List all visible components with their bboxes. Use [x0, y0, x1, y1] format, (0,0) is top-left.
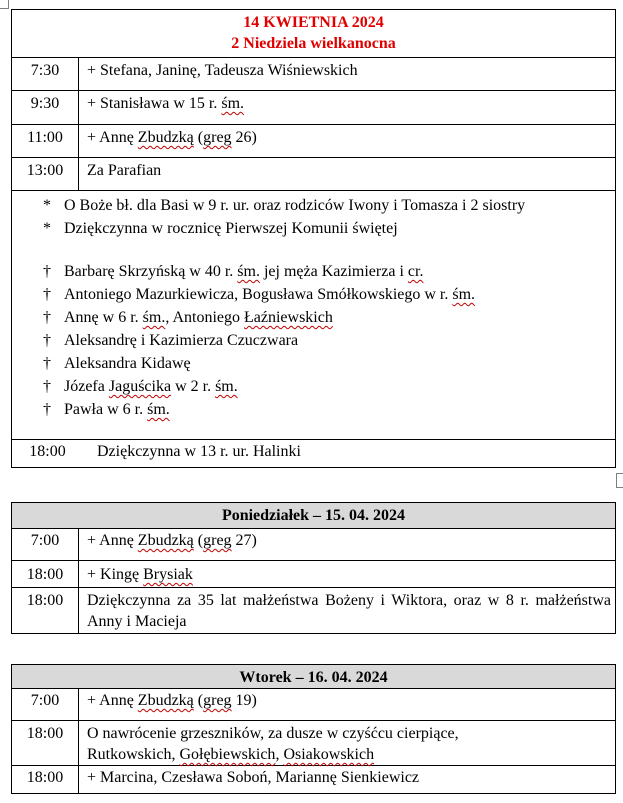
list-item-text: Dziękczynna w rocznicę Pierwszej Komunii świętej: [64, 220, 398, 237]
mass-intention: + Stefana, Janinę, Tadeusza Wiśniewskich: [79, 58, 616, 91]
sunday-date: 14 KWIETNIA 2024: [243, 14, 384, 31]
cross-marker: †: [43, 263, 51, 280]
monday-header: Poniedziałek – 15. 04. 2024: [12, 503, 616, 529]
mass-intention: + Kingę Brysiak: [79, 561, 616, 588]
evening-mass-cell: [12, 440, 616, 468]
list-item-text: Aleksandrę i Kazimierza Czuczwara: [64, 332, 299, 349]
cross-marker: †: [43, 355, 51, 372]
mass-time: 9:30: [12, 91, 79, 125]
tuesday-header: Wtorek – 16. 04. 2024: [12, 665, 616, 689]
list-item: [12, 260, 615, 283]
cross-marker: †: [43, 378, 51, 395]
mass-intention: + Annę Zbudzką (greg 27): [79, 529, 616, 561]
list-item-text: Józefa Jaguścika w 2 r. śm.: [64, 378, 238, 395]
list-item: [12, 352, 615, 375]
list-item: [12, 306, 615, 329]
mass-intention: O nawrócenie grzeszników, za dusze w czyśćcu cierpiące, Rutkowskich, Gołębiewskich, Osiakowskich: [79, 721, 616, 766]
mass-row: [12, 766, 616, 794]
list-item: [12, 375, 615, 398]
list-item-text: Pawła w 6 r. śm.: [64, 401, 170, 418]
cross-marker: †: [43, 309, 51, 326]
list-item: [12, 283, 615, 306]
mass-row: [12, 125, 616, 158]
list-item-text: Antoniego Mazurkiewicza, Bogusława Smółkowskiego w r. śm.: [64, 286, 476, 303]
mass-time: 18:00: [29, 443, 66, 460]
list-item: [12, 194, 615, 217]
mass-time: 13:00: [12, 158, 79, 191]
mass-row: [12, 91, 616, 125]
mass-row: [12, 440, 616, 468]
mass-row: [12, 588, 616, 634]
collective-intentions-cell: [12, 191, 616, 440]
mass-time: 7:00: [12, 529, 79, 561]
mass-time: 18:00: [12, 721, 79, 766]
mass-time: 11:00: [12, 125, 79, 158]
mass-intention: + Marcina, Czesława Soboń, Mariannę Sienkiewicz: [79, 766, 616, 794]
list-item-text: Aleksandra Kidawę: [64, 355, 191, 372]
mass-time: 18:00: [12, 766, 79, 794]
mass-intention: Dziękczynna za 35 lat małżeństwa Bożeny i Wiktora, oraz w 8 r. małżeństwa Anny i Macieja: [79, 588, 616, 634]
mass-intention: Za Parafian: [79, 158, 616, 191]
list-item: [12, 217, 615, 240]
mass-time: 18:00: [12, 561, 79, 588]
mass-time: 7:30: [12, 58, 79, 91]
mass-intention: + Annę Zbudzką (greg 19): [79, 689, 616, 721]
table-end-marker: [616, 473, 623, 488]
list-item-text: O Boże bł. dla Basi w 9 r. ur. oraz rodziców Iwony i Tomasza i 2 siostry: [64, 197, 526, 214]
list-item: [12, 329, 615, 352]
mass-intention: + Annę Zbudzką (greg 26): [79, 125, 616, 158]
cross-marker: †: [43, 332, 51, 349]
tuesday-schedule-table: [11, 664, 616, 794]
cross-marker: †: [43, 286, 51, 303]
mass-time: 18:00: [12, 588, 79, 634]
cross-marker: †: [43, 401, 51, 418]
sunday-name: 2 Niedziela wielkanocna: [231, 35, 396, 52]
mass-row: [12, 561, 616, 588]
monday-schedule-table: [11, 502, 616, 634]
mass-row: [12, 158, 616, 191]
star-marker: *: [43, 197, 51, 214]
page-corner-marker: [0, 0, 9, 9]
sunday-schedule-table: [11, 9, 616, 468]
mass-row: [12, 721, 616, 766]
mass-row: [12, 529, 616, 561]
list-item-text: Barbarę Skrzyńską w 40 r. śm. jej męża Kazimierza i cr.: [64, 263, 424, 280]
list-item-text: Annę w 6 r. śm., Antoniego Łaźniewskich: [64, 309, 333, 326]
star-marker: *: [43, 220, 51, 237]
list-item: [12, 398, 615, 421]
mass-intention: Dziękczynna w 13 r. ur. Halinki: [97, 443, 301, 460]
mass-time: 7:00: [12, 689, 79, 721]
mass-row: [12, 689, 616, 721]
sunday-title-cell: [12, 10, 616, 58]
mass-intention: + Stanisława w 15 r. śm.: [79, 91, 616, 125]
mass-row: [12, 58, 616, 91]
